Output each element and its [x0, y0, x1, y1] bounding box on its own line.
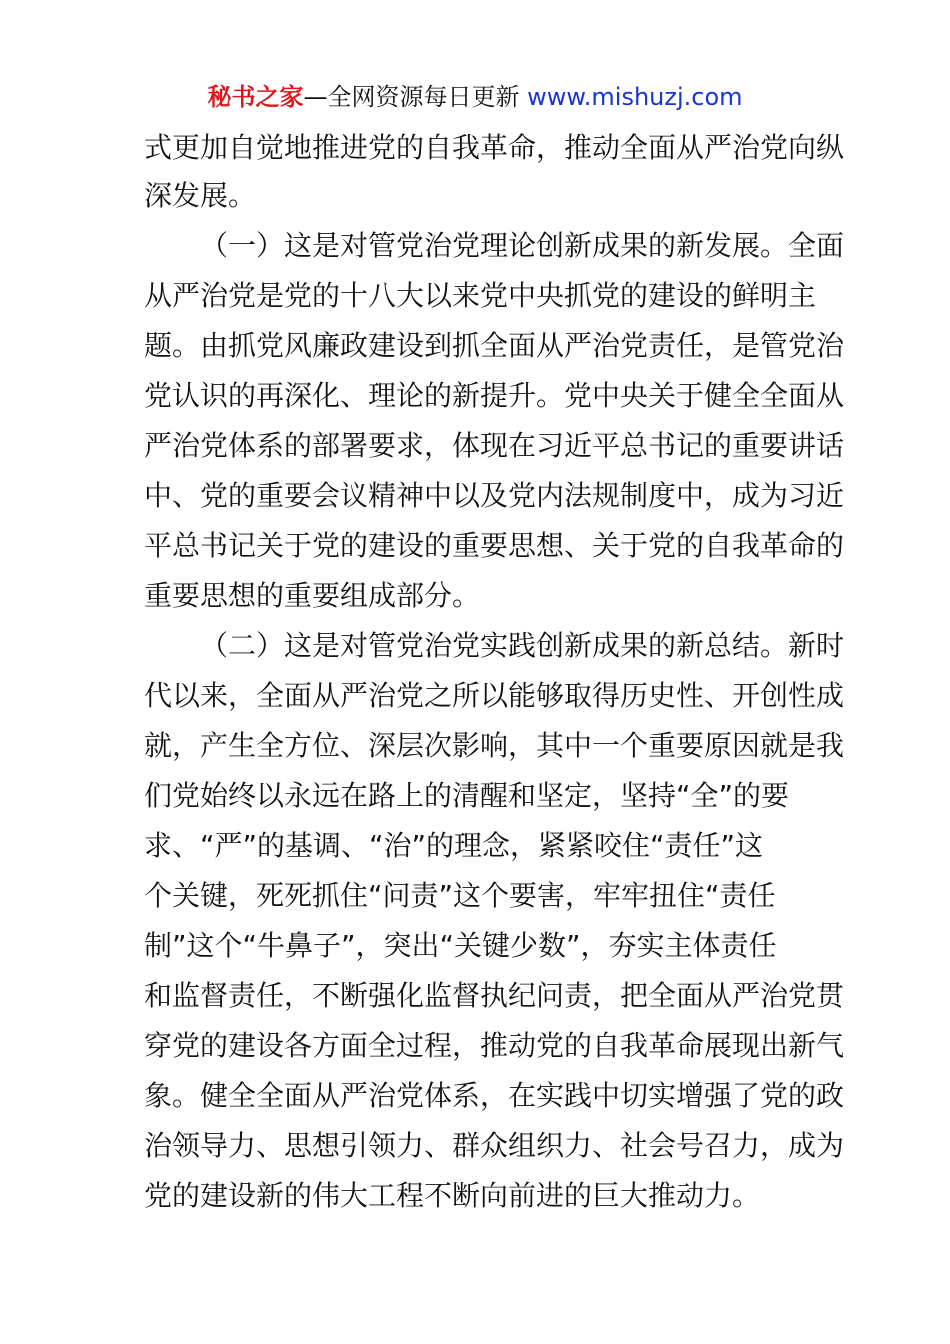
text-line: 个关键，死死抓住“问责”这个要害，牢牢扭住“责任: [144, 879, 776, 912]
text-line: 求、“严”的基调、“治”的理念，紧紧咬住“责任”这: [144, 829, 764, 862]
text-line: 治领导力、思想引领力、群众组织力、社会号召力，成为: [144, 1129, 845, 1162]
text-line: 平总书记关于党的建设的重要思想、关于党的自我革命的: [144, 529, 845, 562]
text-line: 重要思想的重要组成部分。: [144, 579, 481, 612]
text-line: 深发展。: [144, 179, 257, 212]
text-line: 象。健全全面从严治党体系，在实践中切实增强了党的政: [144, 1079, 845, 1112]
header-tagline: —全网资源每日更新: [303, 83, 520, 111]
text-line: 中、党的重要会议精神中以及党内法规制度中，成为习近: [144, 479, 845, 512]
paragraph-heading-2: （二）这是对管党治党实践创新成果的新总结。新时: [200, 629, 845, 662]
text-line: 制”这个“牛鼻子”，突出“关键少数”，夯实主体责任: [144, 929, 777, 962]
text-line: 就，产生全方位、深层次影响，其中一个重要原因就是我: [144, 729, 845, 762]
text-line: 从严治党是党的十八大以来党中央抓党的建设的鲜明主: [144, 279, 817, 312]
text-line: 和监督责任，不断强化监督执纪问责，把全面从严治党贯: [144, 979, 845, 1012]
text-line: 严治党体系的部署要求，体现在习近平总书记的重要讲话: [144, 429, 845, 462]
text-line: 代以来，全面从严治党之所以能够取得历史性、开创性成: [144, 679, 845, 712]
text-line: 式更加自觉地推进党的自我革命，推动全面从严治党向纵: [144, 131, 845, 164]
site-url[interactable]: www.mishuzj.com: [519, 83, 743, 111]
brand-name: 秘书之家: [207, 83, 304, 111]
text-line: 党认识的再深化、理论的新提升。党中央关于健全全面从: [144, 379, 845, 412]
text-line: 党的建设新的伟大工程不断向前进的巨大推动力。: [144, 1179, 761, 1212]
paragraph-heading-1: （一）这是对管党治党理论创新成果的新发展。全面: [200, 229, 845, 262]
text-line: 穿党的建设各方面全过程，推动党的自我革命展现出新气: [144, 1029, 845, 1062]
text-line: 们党始终以永远在路上的清醒和坚定，坚持“全”的要: [144, 779, 790, 812]
text-line: 题。由抓党风廉政建设到抓全面从严治党责任，是管党治: [144, 329, 845, 362]
